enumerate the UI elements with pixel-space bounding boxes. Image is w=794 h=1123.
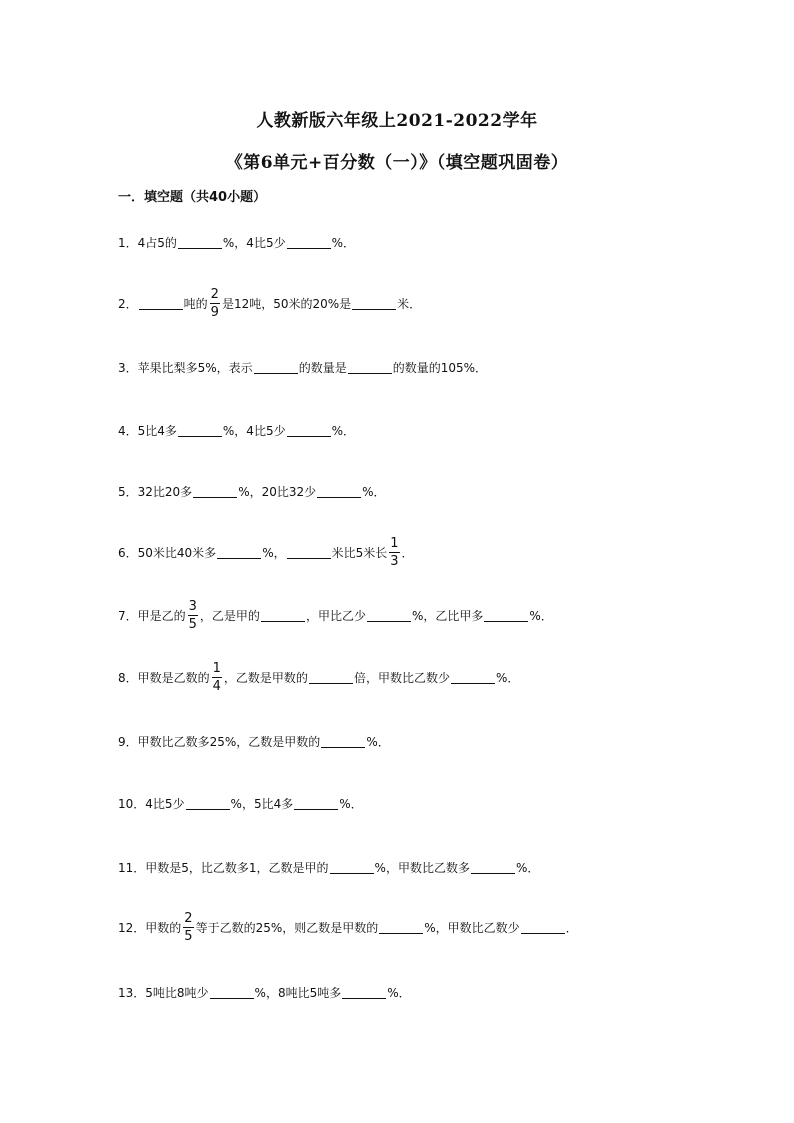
fraction-numerator: 1 — [390, 535, 399, 551]
fraction — [188, 600, 198, 631]
answer-blank[interactable] — [217, 546, 261, 559]
question-3 — [118, 350, 487, 384]
answer-blank[interactable] — [287, 424, 331, 437]
question-text: 7．甲是乙的 — [118, 608, 186, 623]
question-text: 11．甲数是5，比乙数多1，乙数是甲的 — [118, 860, 329, 875]
question-text: %． — [495, 670, 520, 685]
question-text: 3．苹果比梨多5%，表示 — [118, 360, 253, 375]
fraction — [389, 537, 399, 568]
answer-blank[interactable] — [342, 986, 386, 999]
question-10 — [118, 786, 363, 820]
fraction-numerator: 2 — [184, 910, 193, 926]
answer-blank[interactable] — [193, 485, 237, 498]
question-text: 5．32比20多 — [118, 484, 193, 499]
fraction-denominator: 9 — [210, 304, 219, 320]
question-text: 的数量是 — [298, 360, 347, 375]
fraction — [210, 288, 220, 319]
question-text: 是12吨，50米的20%是 — [221, 296, 352, 311]
fraction-numerator: 2 — [210, 286, 219, 302]
question-text: 2． — [118, 296, 138, 311]
fraction-denominator: 4 — [212, 678, 221, 694]
question-text: 等于乙数的25%，则乙数是甲数的 — [195, 920, 379, 935]
question-text: 米比5米长 — [331, 545, 388, 560]
question-text: 1．4占5的 — [118, 235, 177, 250]
question-text: %． — [529, 608, 553, 623]
question-text: 8．甲数是乙数的 — [118, 670, 210, 685]
question-text: 倍，甲数比乙数少 — [353, 670, 450, 685]
question-text: %， — [262, 545, 286, 560]
question-11 — [118, 850, 539, 884]
question-text: ． — [401, 545, 414, 560]
question-5 — [118, 474, 386, 508]
question-text: 13．5吨比8吨少 — [118, 985, 209, 1000]
question-text: %． — [362, 484, 386, 499]
question-text: 米． — [397, 296, 422, 311]
answer-blank[interactable] — [471, 861, 515, 874]
question-text: %，甲数比乙数少 — [424, 920, 520, 935]
fraction-denominator: 5 — [184, 928, 193, 944]
question-12 — [118, 910, 578, 944]
fraction — [212, 662, 222, 693]
answer-blank[interactable] — [309, 671, 353, 684]
question-text: ，甲比乙少 — [305, 608, 366, 623]
answer-blank[interactable] — [451, 671, 495, 684]
question-text: ，乙数是甲数的 — [223, 670, 308, 685]
question-text: %，5比4多 — [230, 796, 294, 811]
question-text: %． — [339, 796, 363, 811]
question-9 — [118, 724, 390, 758]
question-text: 12．甲数的 — [118, 920, 182, 935]
answer-blank[interactable] — [484, 609, 528, 622]
answer-blank[interactable] — [210, 986, 254, 999]
question-text: %，4比5少 — [222, 235, 286, 250]
question-text: 4．5比4多 — [118, 423, 177, 438]
question-text: %． — [331, 423, 355, 438]
question-1 — [118, 225, 355, 259]
answer-blank[interactable] — [521, 921, 565, 934]
question-text: %． — [387, 985, 411, 1000]
answer-blank[interactable] — [186, 797, 230, 810]
question-text: %，乙比甲多 — [411, 608, 484, 623]
question-2 — [118, 286, 421, 320]
question-text: 6．50米比40米多 — [118, 545, 217, 560]
fraction-denominator: 3 — [390, 553, 399, 569]
answer-blank[interactable] — [317, 485, 361, 498]
paper-subtitle: 《第6单元+百分数（一）》（填空题巩固卷） — [225, 153, 569, 173]
fraction-numerator: 1 — [212, 660, 221, 676]
question-text: 的数量的105%． — [392, 360, 488, 375]
question-7 — [118, 598, 553, 632]
answer-blank[interactable] — [294, 797, 338, 810]
answer-blank[interactable] — [367, 609, 411, 622]
question-13 — [118, 975, 411, 1009]
question-text: %． — [366, 734, 390, 749]
question-text: 9．甲数比乙数多25%，乙数是甲数的 — [118, 734, 321, 749]
question-8 — [118, 660, 519, 694]
answer-blank[interactable] — [330, 861, 374, 874]
question-text: ． — [565, 920, 578, 935]
question-text: %． — [331, 235, 355, 250]
question-text: %，8吨比5吨多 — [254, 985, 342, 1000]
answer-blank[interactable] — [254, 361, 298, 374]
answer-blank[interactable] — [287, 236, 331, 249]
answer-blank[interactable] — [348, 361, 392, 374]
answer-blank[interactable] — [321, 735, 365, 748]
answer-blank[interactable] — [379, 921, 423, 934]
question-text: %． — [515, 860, 540, 875]
answer-blank[interactable] — [261, 609, 305, 622]
answer-blank[interactable] — [139, 297, 183, 310]
answer-blank[interactable] — [178, 236, 222, 249]
fraction-denominator: 5 — [188, 616, 197, 632]
paper-title: 人教新版六年级上2021-2022学年 — [256, 111, 538, 131]
answer-blank[interactable] — [352, 297, 396, 310]
answer-blank[interactable] — [178, 424, 222, 437]
section-heading: 一．填空题（共40小题） — [118, 190, 267, 205]
question-text: 吨的 — [183, 296, 208, 311]
fraction — [183, 912, 193, 943]
question-text: %，4比5少 — [222, 423, 286, 438]
question-4 — [118, 413, 355, 447]
question-text: ，乙是甲的 — [199, 608, 260, 623]
answer-blank[interactable] — [287, 546, 331, 559]
question-6 — [118, 535, 414, 569]
fraction-numerator: 3 — [188, 598, 197, 614]
question-text: 10．4比5少 — [118, 796, 185, 811]
question-text: %，20比32少 — [238, 484, 317, 499]
question-text: %，甲数比乙数多 — [374, 860, 470, 875]
